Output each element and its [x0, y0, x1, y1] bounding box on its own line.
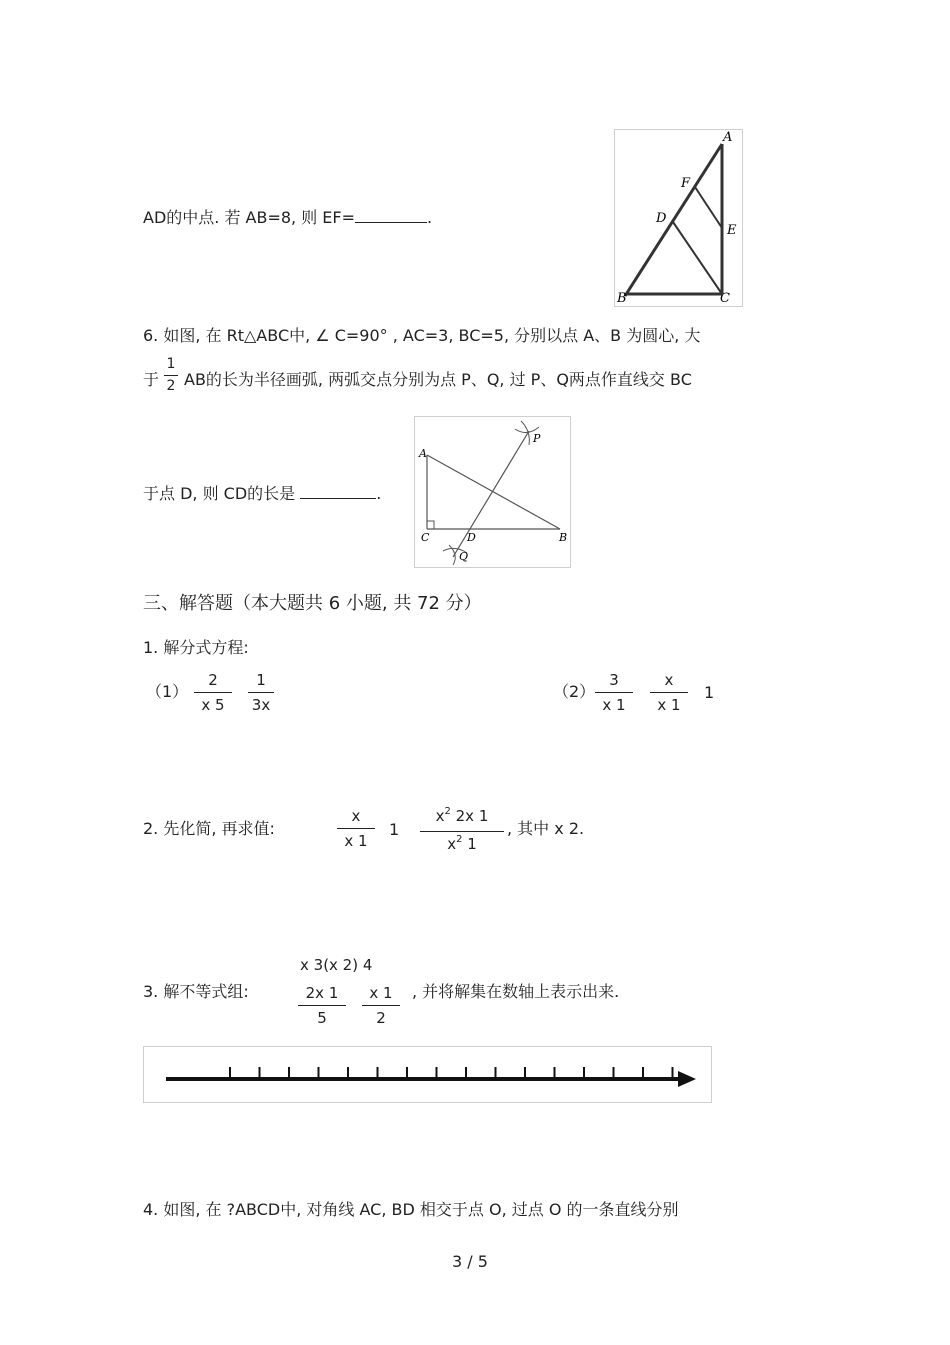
- q3-tail: , 并将解集在数轴上表示出来.: [412, 982, 620, 1001]
- q1-1-fraction-a: 2 x 5: [194, 670, 232, 715]
- question-2-label: 2. 先化简, 再求值:: [143, 819, 275, 838]
- answer-blank[interactable]: [355, 206, 427, 223]
- q2-fraction-a: x x 1: [337, 806, 375, 851]
- label-e: E: [727, 223, 737, 238]
- q1-part-1-label: （1）: [146, 682, 189, 701]
- label-d: D: [467, 531, 476, 544]
- q2-fraction-b: $x^2$ 2x 1 $x^2$ 1: [420, 806, 504, 857]
- figure-triangle-abc-def: [614, 129, 743, 307]
- section-3-title: 三、解答题（本大题共 6 小题, 共 72 分）: [143, 593, 482, 614]
- label-c: C: [720, 291, 730, 306]
- question-3-label: 3. 解不等式组:: [143, 982, 249, 1001]
- q1-2-fraction-a: 3 x 1: [595, 670, 633, 715]
- label-p: P: [533, 432, 541, 445]
- problem-6-line-2-prefix: 于: [143, 370, 160, 389]
- label-b: B: [617, 291, 627, 306]
- q3-fraction-b: x 1 2: [362, 983, 400, 1028]
- q2-middle-term: 1: [389, 820, 400, 839]
- problem-6-line-2: AB的长为半径画弧, 两弧交点分别为点 P、Q, 过 P、Q两点作直线交 BC: [184, 370, 692, 389]
- number-line-arrow: [678, 1071, 696, 1087]
- q2-tail: , 其中 x 2.: [507, 819, 585, 838]
- question-4-text: 4. 如图, 在 ?ABCD中, 对角线 AC, BD 相交于点 O, 过点 O 的一条直线分别: [143, 1200, 679, 1219]
- q1-2-rhs: 1: [704, 683, 715, 702]
- label-a: A: [723, 130, 733, 145]
- q3-fraction-a: 2x 1 5: [298, 983, 346, 1028]
- label-d: D: [656, 211, 667, 226]
- q3-inequality-1: x 3(x 2) 4: [300, 956, 373, 974]
- problem-6-line-3: 于点 D, 则 CD的长是 .: [143, 484, 382, 503]
- q1-2-fraction-b: x x 1: [650, 670, 688, 715]
- label-f: F: [681, 176, 691, 191]
- problem-6-line-1: 6. 如图, 在 Rt△ABC中, ∠ C=90° , AC=3, BC=5, 分别以点 A、B 为圆心, 大: [143, 326, 701, 345]
- question-1-label: 1. 解分式方程:: [143, 638, 249, 657]
- page-number: 3 / 5: [452, 1252, 488, 1271]
- fraction-one-half: 1 2: [164, 356, 178, 395]
- label-q: Q: [459, 550, 469, 563]
- problem-5-text: AD的中点. 若 AB=8, 则 EF= .: [143, 208, 433, 227]
- number-line-figure: [143, 1046, 712, 1103]
- label-a: A: [419, 447, 427, 460]
- label-c: C: [421, 531, 430, 544]
- answer-blank[interactable]: [300, 482, 376, 499]
- q1-part-2-label: （2）: [553, 682, 596, 701]
- figure-right-triangle-perpendicular-bisector: [414, 416, 571, 568]
- q1-1-fraction-b: 1 3x: [248, 670, 274, 715]
- label-b: B: [559, 531, 568, 544]
